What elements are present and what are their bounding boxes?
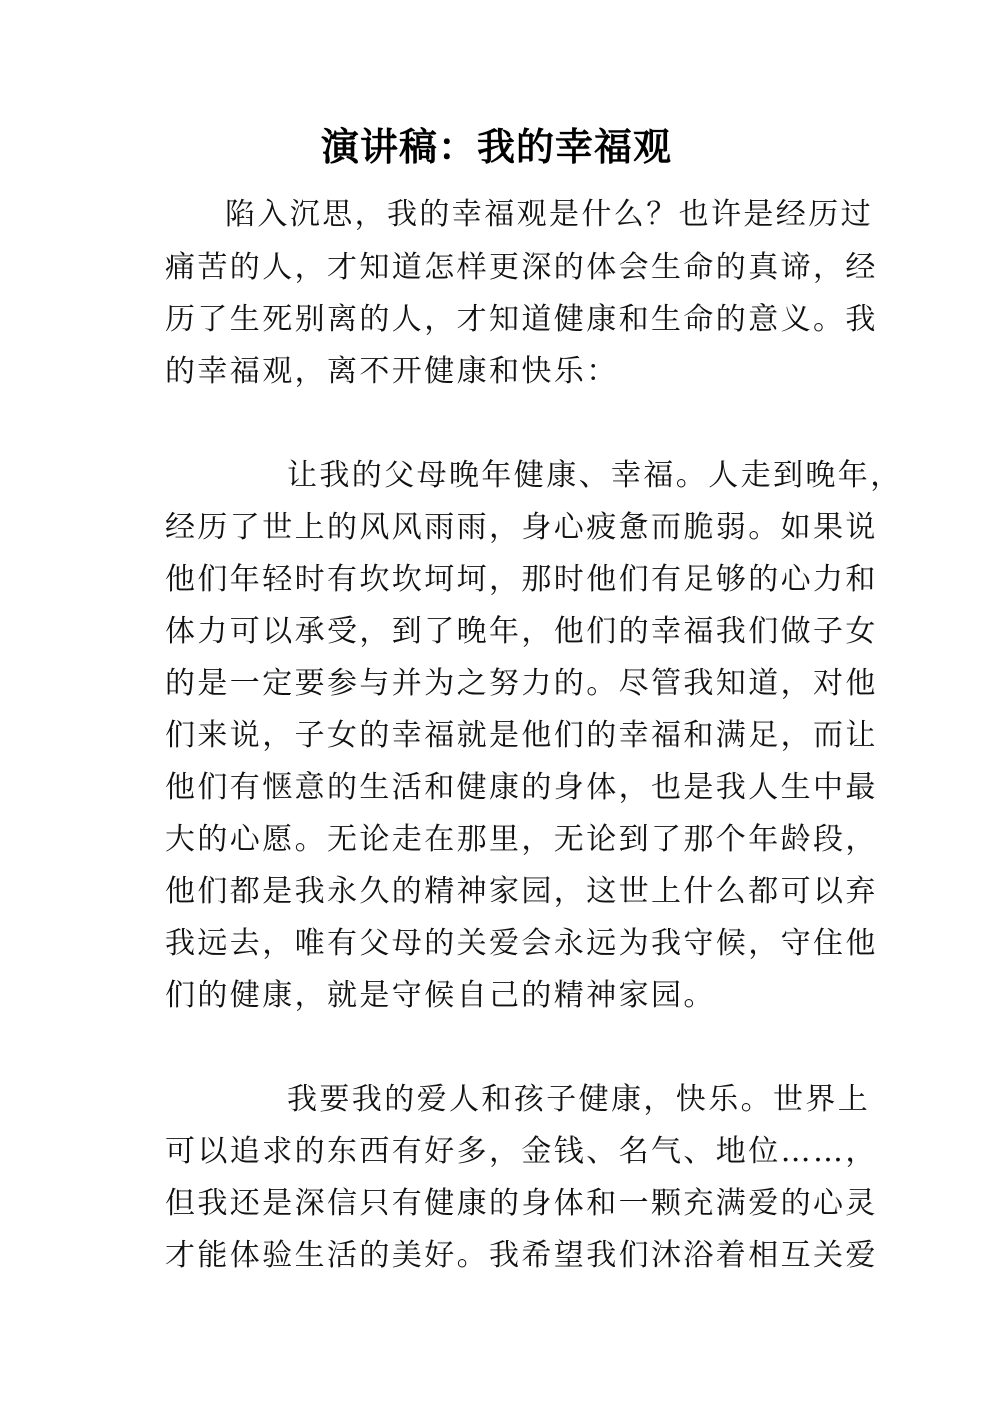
paragraph-line: 我远去，唯有父母的关爱会永远为我守候，守住他 (165, 926, 878, 961)
paragraph-line: 们的健康，就是守候自己的精神家园。 (165, 978, 716, 1013)
paragraph-line: 让我的父母晚年健康、幸福。人走到晚年， (287, 458, 903, 493)
paragraph-line: 但我还是深信只有健康的身体和一颗充满爱的心灵 (165, 1186, 878, 1221)
paragraph-line: 大的心愿。无论走在那里，无论到了那个年龄段， (165, 822, 878, 857)
paragraph-line: 痛苦的人，才知道怎样更深的体会生命的真谛，经 (165, 250, 878, 285)
paragraph-line: 我要我的爱人和孩子健康，快乐。世界上 (287, 1082, 871, 1117)
paragraph-line: 他们都是我永久的精神家园，这世上什么都可以弃 (165, 874, 878, 909)
paragraph-line: 体力可以承受，到了晚年，他们的幸福我们做子女 (165, 614, 878, 649)
paragraph-line: 历了生死别离的人，才知道健康和生命的意义。我 (165, 302, 878, 337)
paragraph-line: 他们有惬意的生活和健康的身体，也是我人生中最 (165, 770, 878, 805)
paragraph-line: 他们年轻时有坎坎坷坷，那时他们有足够的心力和 (165, 562, 878, 597)
paragraph-line: 们来说，子女的幸福就是他们的幸福和满足，而让 (165, 718, 878, 753)
paragraph-line: 的幸福观，离不开健康和快乐： (165, 354, 619, 389)
paragraph-line: 可以追求的东西有好多，金钱、名气、地位……， (165, 1134, 878, 1169)
paragraph-line: 才能体验生活的美好。我希望我们沐浴着相互关爱 (165, 1238, 878, 1273)
document-title: 演讲稿：我的幸福观 (320, 125, 672, 169)
paragraph-line: 经历了世上的风风雨雨，身心疲惫而脆弱。如果说 (165, 510, 878, 545)
paragraph-line: 的是一定要参与并为之努力的。尽管我知道，对他 (165, 666, 878, 701)
paragraph-line: 陷入沉思，我的幸福观是什么？也许是经历过 (225, 197, 873, 232)
